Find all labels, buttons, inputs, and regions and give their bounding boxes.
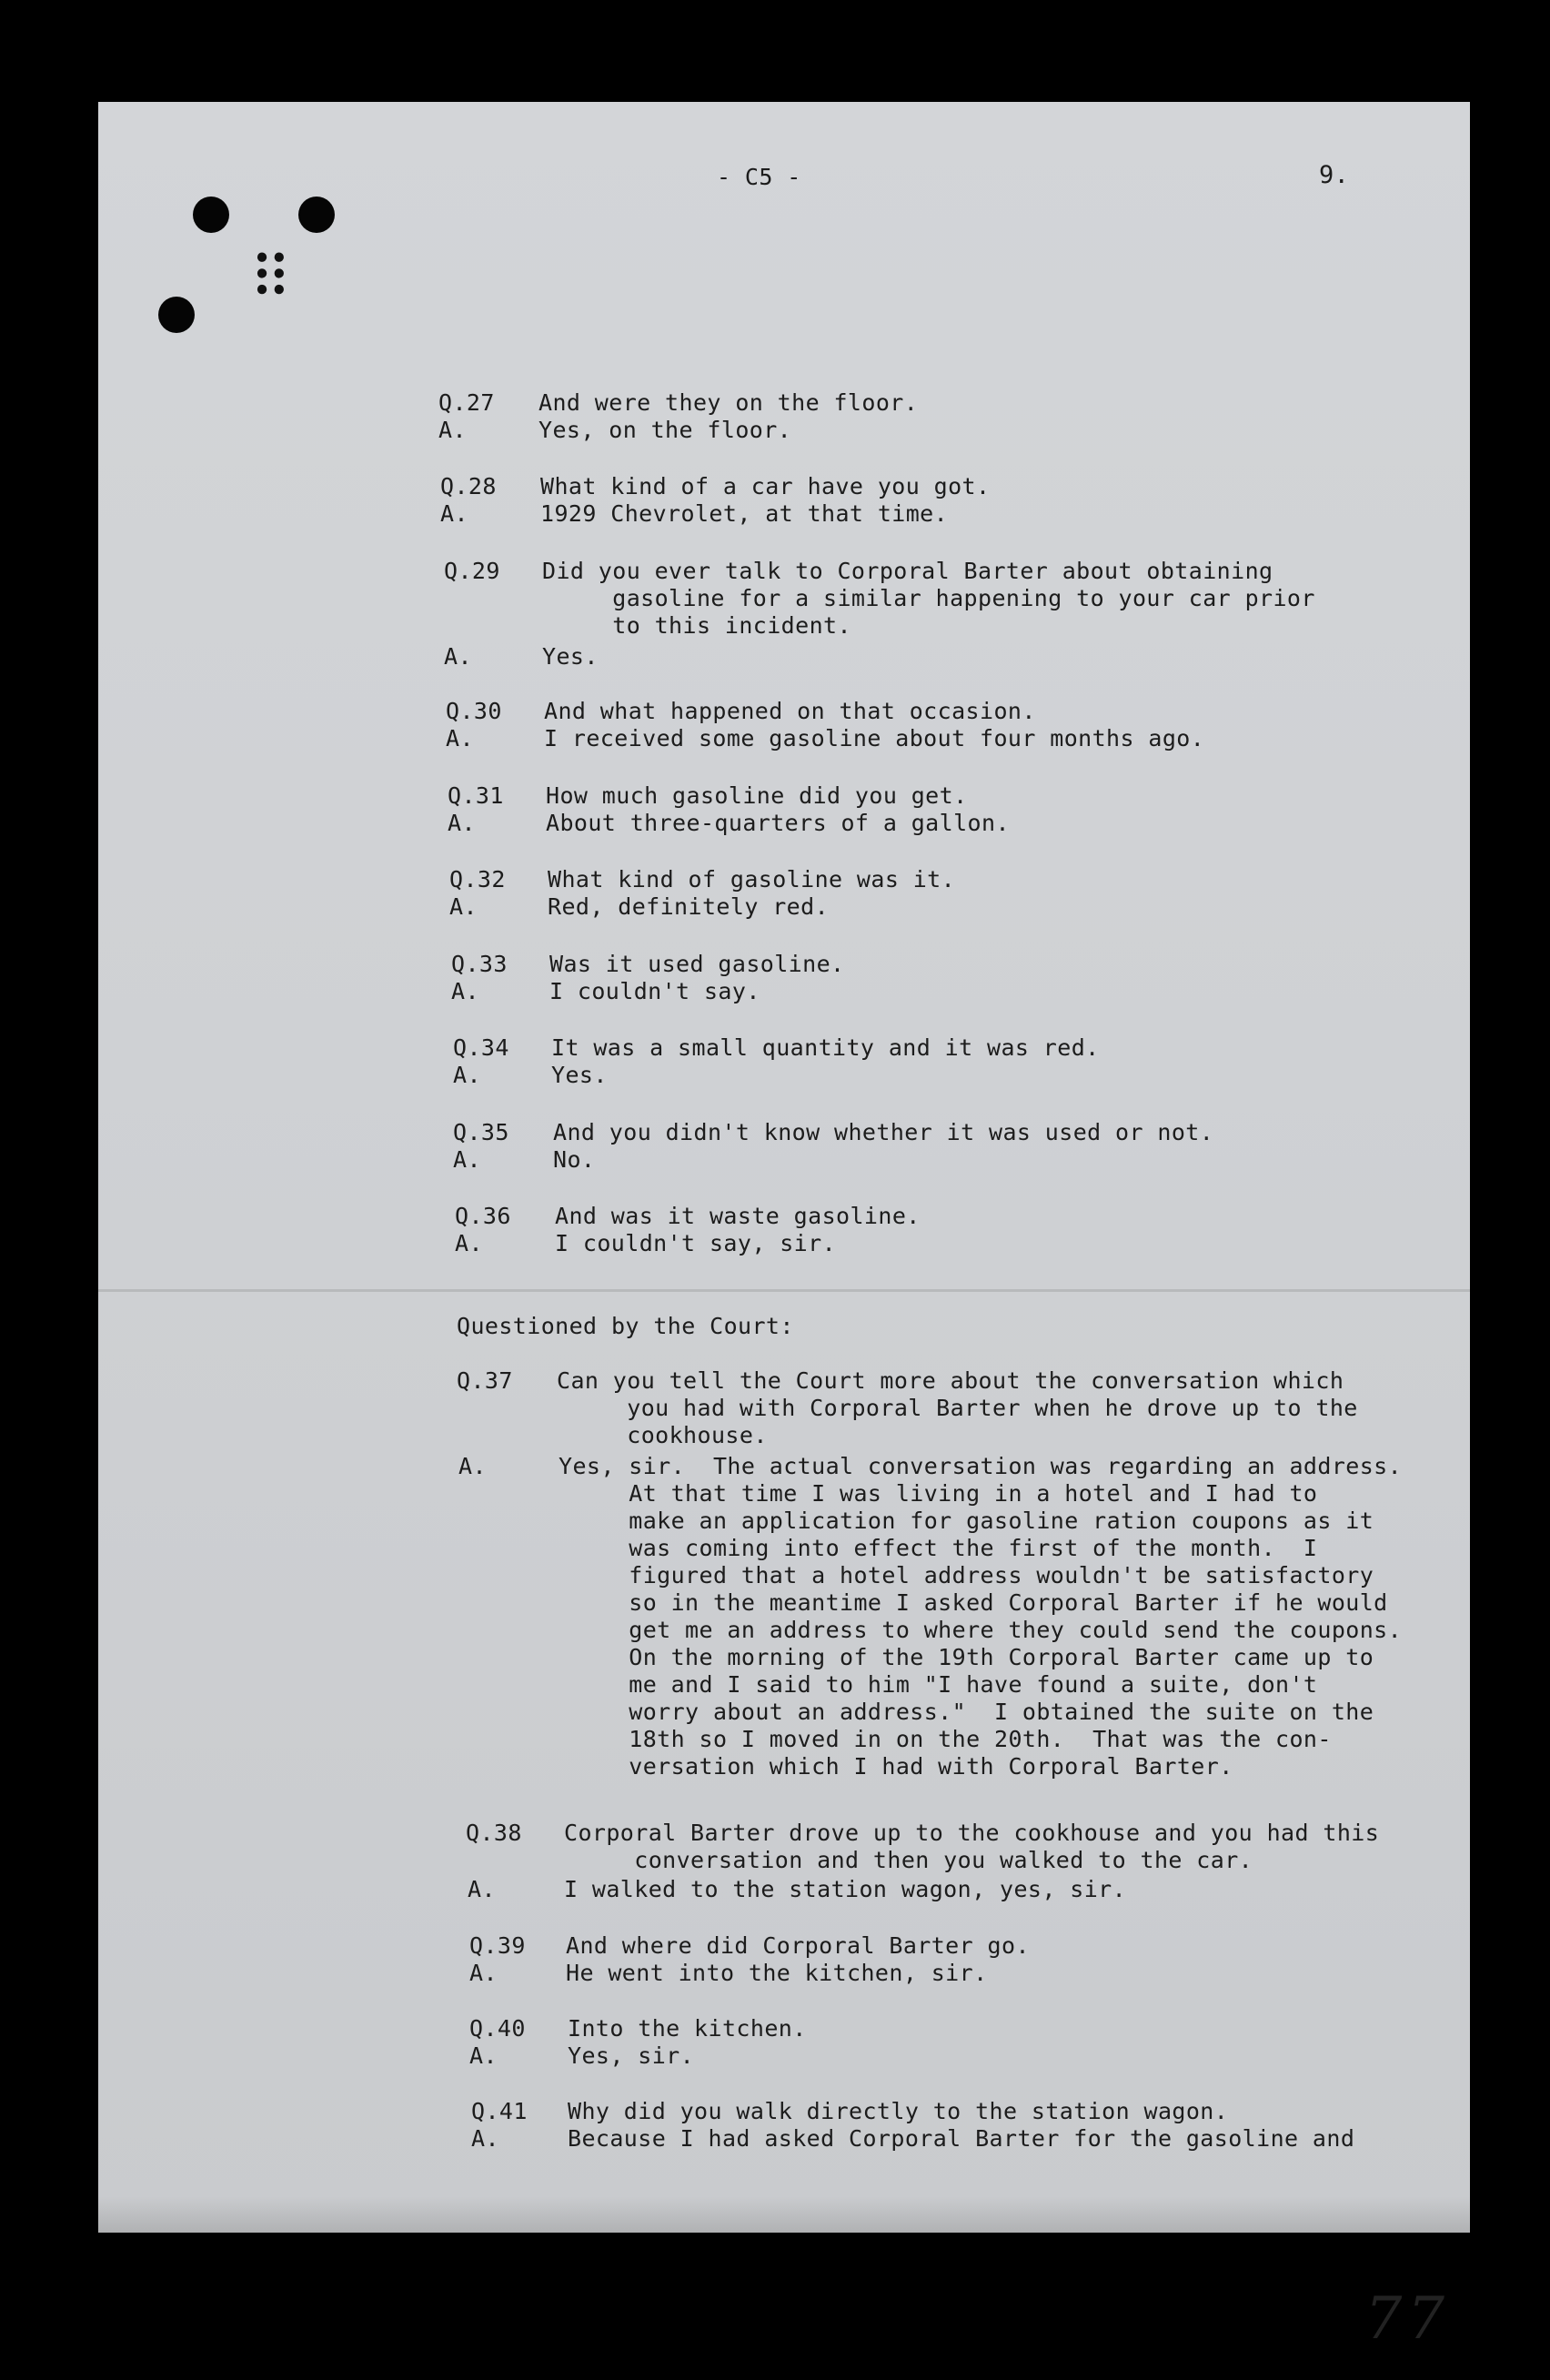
question-text: Corporal Barter drove up to the cookhouse and you had this (564, 1820, 1380, 1846)
question-text: cookhouse. (557, 1422, 768, 1448)
answer-label: A. (468, 1876, 496, 1902)
answer-text: Yes. (542, 643, 599, 670)
question-label: Q.40 (469, 2015, 526, 2042)
answer-label: A. (469, 2042, 498, 2069)
question-text: What kind of gasoline was it. (548, 866, 956, 892)
question-label: Q.37 (457, 1367, 513, 1394)
question-text: Into the kitchen. (568, 2015, 807, 2042)
punch-hole (158, 297, 195, 333)
answer-text: About three-quarters of a gallon. (546, 810, 1010, 836)
answer-label: A. (449, 893, 478, 920)
answer-text: I walked to the station wagon, yes, sir. (564, 1876, 1127, 1902)
question-label: Q.39 (469, 1932, 526, 1959)
question-label: Q.27 (438, 389, 495, 416)
page-number: 9. (1319, 161, 1350, 189)
question-label: Q.36 (455, 1203, 511, 1229)
question-text: It was a small quantity and it was red. (551, 1034, 1100, 1061)
section-heading: Questioned by the Court: (457, 1313, 794, 1339)
answer-text: so in the meantime I asked Corporal Barter if he would (559, 1589, 1388, 1616)
punch-hole (298, 197, 335, 233)
answer-text: Yes, on the floor. (538, 417, 792, 443)
answer-text: get me an address to where they could send the coupons. (559, 1617, 1403, 1643)
question-label: Q.38 (466, 1820, 522, 1846)
question-label: Q.35 (453, 1119, 509, 1145)
answer-text: I received some gasoline about four months ago. (544, 725, 1205, 751)
answer-label: A. (446, 725, 474, 751)
answer-text: me and I said to him "I have found a suite, don't (559, 1671, 1318, 1698)
question-text: And what happened on that occasion. (544, 698, 1036, 724)
page-fold (98, 1289, 1470, 1292)
question-label: Q.32 (449, 866, 506, 892)
answer-text: Yes. (551, 1062, 608, 1088)
question-text: you had with Corporal Barter when he drove up to the (557, 1395, 1358, 1421)
question-label: Q.28 (440, 473, 497, 499)
answer-text: I couldn't say, sir. (555, 1230, 837, 1256)
answer-text: Because I had asked Corporal Barter for the gasoline and (568, 2125, 1355, 2152)
answer-text: I couldn't say. (549, 978, 760, 1004)
answer-text: He went into the kitchen, sir. (566, 1960, 988, 1986)
answer-label: A. (455, 1230, 483, 1256)
question-label: Q.41 (471, 2098, 528, 2124)
question-text: Was it used gasoline. (549, 951, 845, 977)
answer-label: A. (471, 2125, 499, 2152)
answer-text: Yes, sir. The actual conversation was regarding an address. (559, 1453, 1403, 1479)
answer-label: A. (453, 1062, 481, 1088)
answer-text: 1929 Chevrolet, at that time. (540, 500, 949, 527)
answer-label: A. (440, 500, 468, 527)
question-text: And were they on the floor. (538, 389, 919, 416)
question-text: What kind of a car have you got. (540, 473, 991, 499)
question-text: gasoline for a similar happening to your car prior (542, 585, 1315, 611)
answer-text: make an application for gasoline ration coupons as it (559, 1508, 1374, 1534)
answer-text: On the morning of the 19th Corporal Barter came up to (559, 1644, 1374, 1670)
answer-text: 18th so I moved in on the 20th. That was the con- (559, 1726, 1332, 1752)
question-text: conversation and then you walked to the car. (564, 1847, 1253, 1873)
question-label: Q.31 (448, 782, 504, 809)
question-label: Q.30 (446, 698, 502, 724)
answer-label: A. (469, 1960, 498, 1986)
question-text: And you didn't know whether it was used or not. (553, 1119, 1214, 1145)
answer-label: A. (444, 643, 472, 670)
question-text: Did you ever talk to Corporal Barter about obtaining (542, 558, 1273, 584)
answer-text: was coming into effect the first of the month. I (559, 1535, 1318, 1561)
question-text: Why did you walk directly to the station wagon. (568, 2098, 1229, 2124)
page-edge-shadow (98, 2196, 1470, 2233)
answer-label: A. (453, 1146, 481, 1173)
answer-text: Yes, sir. (568, 2042, 695, 2069)
handwritten-folio: 77 (1364, 2285, 1450, 2353)
punch-hole (193, 197, 229, 233)
answer-text: Red, definitely red. (548, 893, 830, 920)
answer-label: A. (448, 810, 476, 836)
question-text: How much gasoline did you get. (546, 782, 968, 809)
question-label: Q.29 (444, 558, 500, 584)
answer-label: A. (438, 417, 467, 443)
answer-text: No. (553, 1146, 596, 1173)
question-label: Q.34 (453, 1034, 509, 1061)
ink-mark: ⠿ (249, 246, 292, 313)
question-text: Can you tell the Court more about the conversation which (557, 1367, 1344, 1394)
answer-label: A. (458, 1453, 487, 1479)
page-header: - C5 - (717, 164, 801, 190)
question-text: to this incident. (542, 612, 851, 639)
question-text: And was it waste gasoline. (555, 1203, 921, 1229)
answer-label: A. (451, 978, 479, 1004)
answer-text: figured that a hotel address wouldn't be satisfactory (559, 1562, 1374, 1588)
answer-text: At that time I was living in a hotel and I had to (559, 1480, 1318, 1507)
answer-text: worry about an address." I obtained the suite on the (559, 1699, 1374, 1725)
question-text: And where did Corporal Barter go. (566, 1932, 1030, 1959)
question-label: Q.33 (451, 951, 508, 977)
answer-text: versation which I had with Corporal Barter. (559, 1753, 1233, 1780)
